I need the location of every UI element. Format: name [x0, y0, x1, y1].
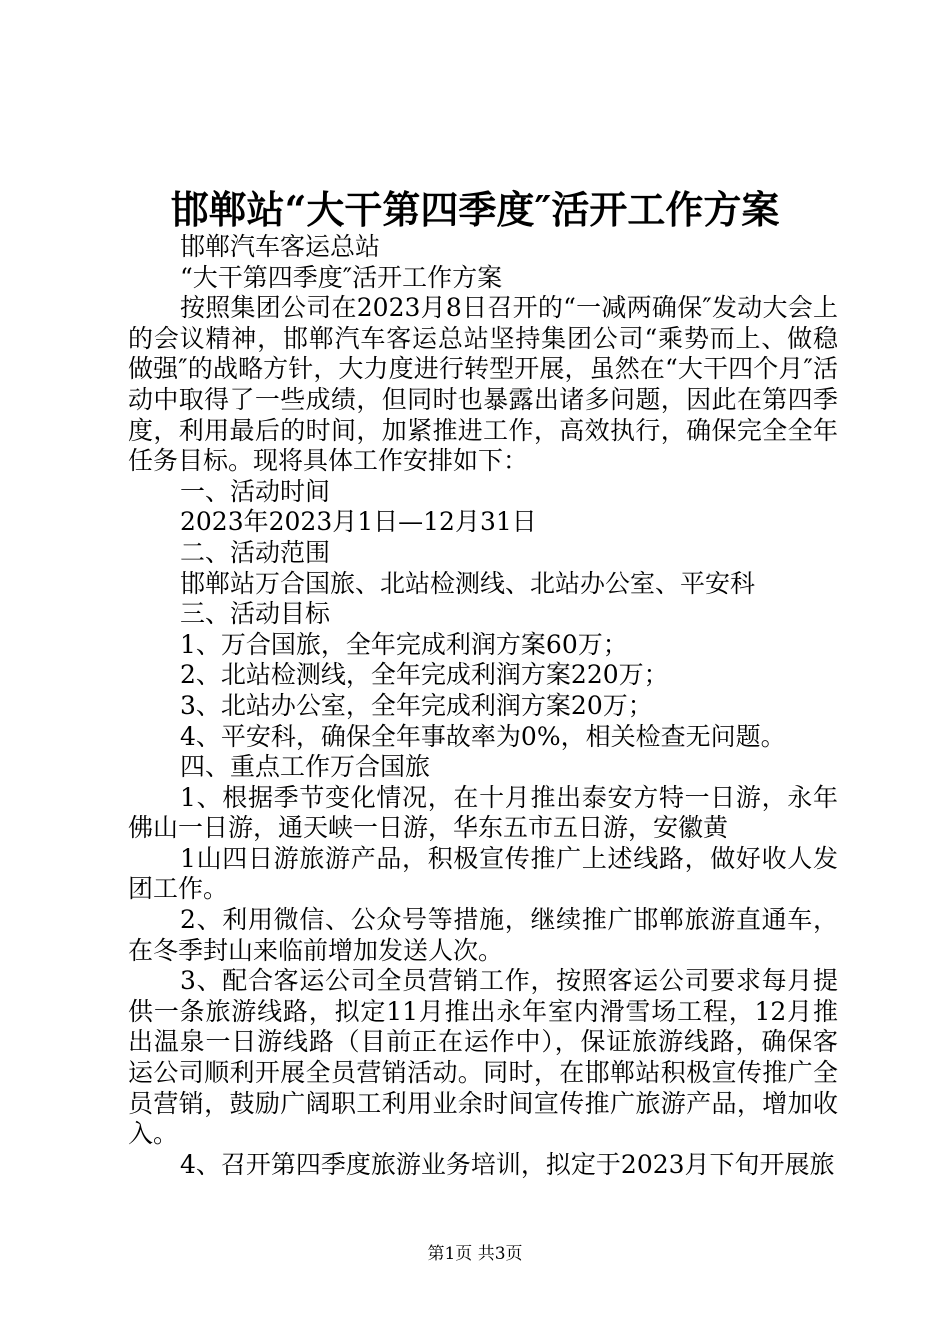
- paragraph-intro: 按照集团公司在2023月8日召开的“一减两确保″发动大会上的会议精神，邯郸汽车客运总站坚持集团公司“乘势而上、做稳做强″的战略方针，大力度进行转型开展，虽然在“大干四个月″活动中取得了一些成绩，但同时也暴露出诸多问题，因此在第四季度，利用最后的时间，加紧推进工作，高效执行，确保完全全年任务目标。现将具体工作安排如下：: [128, 293, 838, 476]
- paragraph-activity-time: 2023年2023月1日—12月31日: [180, 507, 537, 537]
- document-title: 邯郸站“大干第四季度″活开工作方案: [170, 187, 780, 232]
- list-item-work-4: 4、召开第四季度旅游业务培训，拟定于2023月下旬开展旅: [180, 1149, 835, 1179]
- paragraph-activity-scope: 邯郸站万合国旅、北站检测线、北站办公室、平安科: [180, 568, 756, 598]
- list-item-work-1: 1、根据季节变化情况，在十月推出泰安方特一日游，永年佛山一日游，通天峡一日游，华东五市五日游，安徽黄: [128, 782, 838, 843]
- list-item-goal-2: 2、北站检测线，全年完成利润方案220万；: [180, 660, 669, 690]
- paragraph-plan-subtitle: “大干第四季度″活开工作方案: [180, 262, 503, 292]
- list-item-work-2: 2、利用微信、公众号等措施，继续推广邯郸旅游直通车，在冬季封山来临前增加发送人次。: [128, 905, 838, 965]
- page-number-footer: 第1页 共3页: [427, 1244, 523, 1264]
- list-item-work-3: 3、配合客运公司全员营销工作，按照客运公司要求每月提供一条旅游线路，拟定11月推出永年室内滑雪场工程，12月推出温泉一日游线路（目前正在运作中），保证旅游线路，确保客运公司顺利开展全员营销活动。同时，在邯郸站积极宣传推广全员营销，鼓励广阔职工利用业余时间宣传推广旅游产品，增加收入。: [128, 966, 838, 1149]
- list-item-goal-1: 1、万合国旅，全年完成利润方案60万；: [180, 629, 628, 659]
- heading-activity-goals: 三、活动目标: [180, 599, 331, 629]
- list-item-goal-4: 4、平安科，确保全年事故率为0%，相关检查无问题。: [180, 721, 786, 751]
- heading-key-work: 四、重点工作万合国旅: [180, 752, 431, 782]
- heading-activity-scope: 二、活动范围: [180, 537, 331, 567]
- list-item-goal-3: 3、北站办公室，全年完成利润方案20万；: [180, 690, 653, 720]
- list-item-work-1-cont: 1山四日游旅游产品，积极宣传推广上述线路，做好收人发团工作。: [128, 843, 838, 904]
- paragraph-station-name: 邯郸汽车客运总站: [180, 232, 381, 261]
- document-body: [128, 232, 838, 1180]
- heading-activity-time: 一、活动时间: [180, 476, 331, 506]
